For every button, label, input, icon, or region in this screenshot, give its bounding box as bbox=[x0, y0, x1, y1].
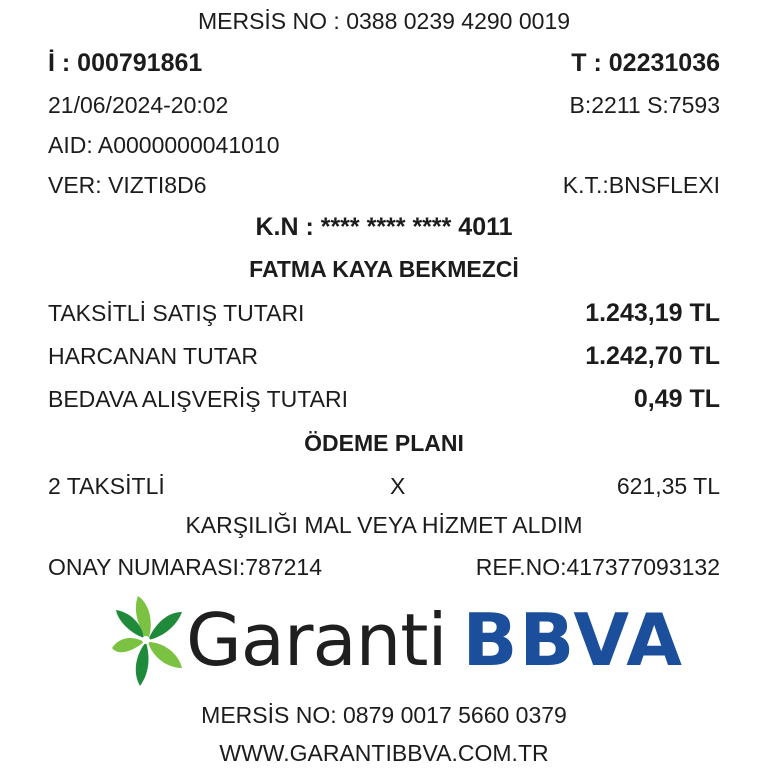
amount-row bbox=[48, 339, 720, 373]
terminal-id: T : 02231036 bbox=[571, 48, 720, 77]
website-row bbox=[48, 736, 720, 770]
logo-word-bbva: BBVA bbox=[462, 598, 684, 682]
aid-row bbox=[48, 128, 720, 162]
logo-wordmark bbox=[186, 596, 684, 684]
installment-row bbox=[48, 469, 720, 503]
batch-sequence: B:2211 S:7593 bbox=[569, 91, 720, 118]
kt-text: K.T.:BNSFLEXI bbox=[562, 171, 720, 198]
amount-value: 0,49 TL bbox=[633, 384, 720, 413]
amount-label: HARCANAN TUTAR bbox=[48, 342, 258, 369]
acknowledgement-text: KARŞILIĞI MAL VEYA HİZMET ALDIM bbox=[185, 511, 583, 538]
garanti-bbva-logo bbox=[110, 590, 684, 690]
website-text: WWW.GARANTIBBVA.COM.TR bbox=[219, 739, 549, 766]
aid-text: AID: A0000000041010 bbox=[48, 131, 280, 158]
amount-value: 1.243,19 TL bbox=[585, 298, 720, 327]
amount-row bbox=[48, 296, 720, 330]
acknowledgement-row bbox=[48, 508, 720, 542]
version-text: VER: VIZTI8D6 bbox=[48, 171, 207, 198]
mersis-header bbox=[48, 4, 720, 38]
card-number-row bbox=[48, 210, 720, 244]
installment-times: X bbox=[390, 473, 406, 499]
transaction-datetime: 21/06/2024-20:02 bbox=[48, 91, 229, 118]
amount-label: BEDAVA ALIŞVERİŞ TUTARI bbox=[48, 385, 348, 412]
logo-word-garanti: Garanti bbox=[186, 598, 447, 682]
payment-plan-title-row bbox=[48, 426, 720, 460]
footer-mersis: MERSİS NO: 0879 0017 5660 0379 bbox=[201, 701, 567, 728]
card-holder-row bbox=[48, 252, 720, 286]
amount-row bbox=[48, 382, 720, 416]
datetime-row bbox=[48, 88, 720, 122]
card-holder: FATMA KAYA BEKMEZCİ bbox=[249, 255, 519, 282]
reference-number: REF.NO:417377093132 bbox=[475, 553, 720, 580]
footer-mersis-row bbox=[48, 698, 720, 732]
approval-number: ONAY NUMARASI:787214 bbox=[48, 553, 322, 580]
merchant-id: İ : 000791861 bbox=[48, 48, 203, 77]
clover-icon bbox=[110, 590, 186, 690]
installment-amount: 621,35 TL bbox=[616, 473, 720, 499]
card-number: K.N : **** **** **** 4011 bbox=[255, 212, 513, 241]
version-row bbox=[48, 168, 720, 202]
payment-plan-title: ÖDEME PLANI bbox=[304, 429, 464, 456]
mersis-header-text: MERSİS NO : 0388 0239 4290 0019 bbox=[197, 7, 571, 34]
amount-value: 1.242,70 TL bbox=[585, 341, 720, 370]
amount-label: TAKSİTLİ SATIŞ TUTARI bbox=[48, 299, 305, 326]
merchant-terminal-row bbox=[48, 46, 720, 80]
installment-count: 2 TAKSİTLİ bbox=[48, 473, 165, 499]
approval-row bbox=[48, 550, 720, 584]
